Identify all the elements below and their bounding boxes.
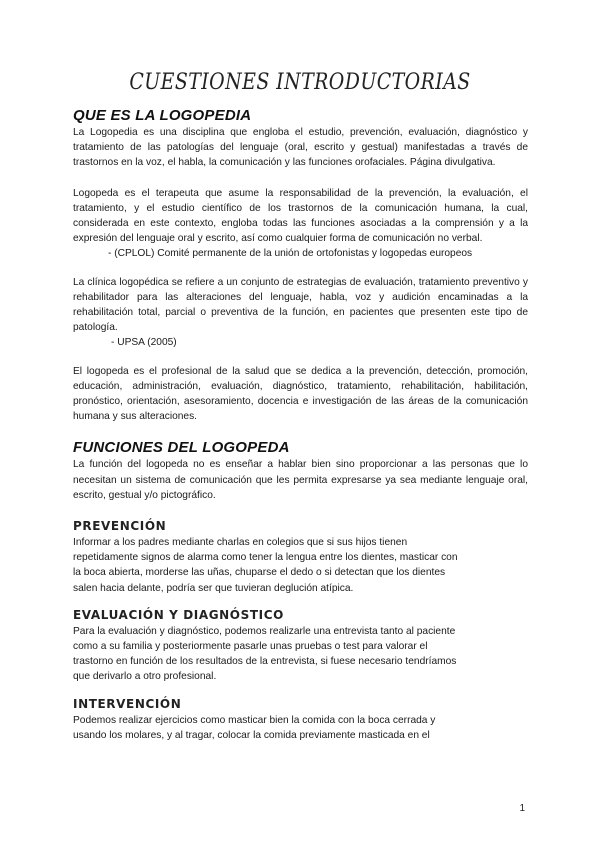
paragraph-funciones: La función del logopeda no es enseñar a hablar bien sino proporcionar a las personas que lo necesitan un sistema de comunicación que les permita expresarse ya sea mediante lenguaje oral, escrito, gestual y/o pictográfico. — [73, 459, 528, 501]
citation-cplol: - (CPLOL) Comité permanente de la unión de ortofonistas y logopedas europeos — [108, 248, 473, 260]
text-line: repetidamente signos de alarma como tener la lengua entre los dientes, masticar con — [73, 552, 458, 564]
paragraph-intervencion — [73, 713, 528, 743]
text-line: Para la evaluación y diagnóstico, podemos realizarle una entrevista tanto al paciente — [73, 625, 456, 637]
text-line: salen hacia delante, podría ser que tuvieran deglución atípica. — [73, 582, 354, 594]
text-line: Podemos realizar ejercicios como masticar bien la comida con la boca cerrada y — [73, 714, 436, 726]
text-line: usando los molares, y al tragar, colocar la comida previamente masticada en el — [73, 729, 430, 741]
paragraph-evaluacion — [73, 624, 528, 685]
section-heading-funciones: FUNCIONES DEL LOGOPEDA — [73, 439, 290, 457]
page-number: 1 — [519, 803, 525, 814]
paragraph-definition-2: Logopeda es el terapeuta que asume la responsabilidad de la prevención, la evaluación, el tratamiento, y el estudio científico de los trastornos de la comunicación humana, la cual, considerada en este contexto, engloba todas las funciones asociadas a la comprensión y a la expresión del lenguaje oral y escrito, así como cualquier forma de comunicación no verbal. — [73, 187, 528, 245]
citation-upsa: - UPSA (2005) — [111, 337, 177, 349]
subheading-prevencion: PREVENCIÓN — [73, 519, 167, 534]
subheading-intervencion: INTERVENCIÓN — [73, 696, 182, 711]
paragraph-definition-4: El logopeda es el profesional de la salud que se dedica a la prevención, detección, promoción, educación, administración, evaluación, diagnóstico, tratamiento, rehabilitación, habilitación, pronóstico, orientación, asesoramiento, docencia e investigación de las áreas de la comunicación humana y sus alteraciones. — [73, 365, 528, 423]
paragraph-definition-1: La Logopedia es una disciplina que engloba el estudio, prevención, evaluación, diagnóstico y tratamiento de las patologías del lenguaje (oral, escrito y gestual) manifestadas a través de trastornos en la voz, el habla, la comunicación y las funciones orofaciales. Página divulgativa. — [73, 127, 528, 169]
text-line: Informar a los padres mediante charlas en colegios que si sus hijos tienen — [73, 537, 408, 549]
subheading-evaluacion: EVALUACIÓN Y DIAGNÓSTICO — [73, 607, 284, 622]
text-line: trastorno en función de los resultados de la entrevista, si fuese necesario tendríamos — [73, 656, 457, 668]
section-heading-que-es-logopedia: QUE ES LA LOGOPEDIA — [73, 107, 252, 124]
text-line: que derivarlo a otro profesional. — [73, 671, 217, 683]
text-line: como a su familia y posteriormente pasarle unas pruebas o test para valorar el — [73, 641, 428, 653]
paragraph-definition-3: La clínica logopédica se refiere a un conjunto de estrategias de evaluación, tratamiento preventivo y rehabilitador para las alteraciones del lenguaje, habla, voz y audición encaminadas a la rehabilitación total, parcial o preventiva de la función, en pacientes que presenten este tipo de patología. — [73, 276, 528, 334]
text-line: la boca abierta, morderse las uñas, chuparse el dedo o si detectan que los dientes — [73, 567, 446, 579]
page-title: CUESTIONES INTRODUCTORIAS — [129, 70, 471, 95]
document-body — [73, 106, 528, 743]
paragraph-prevencion — [73, 535, 528, 596]
